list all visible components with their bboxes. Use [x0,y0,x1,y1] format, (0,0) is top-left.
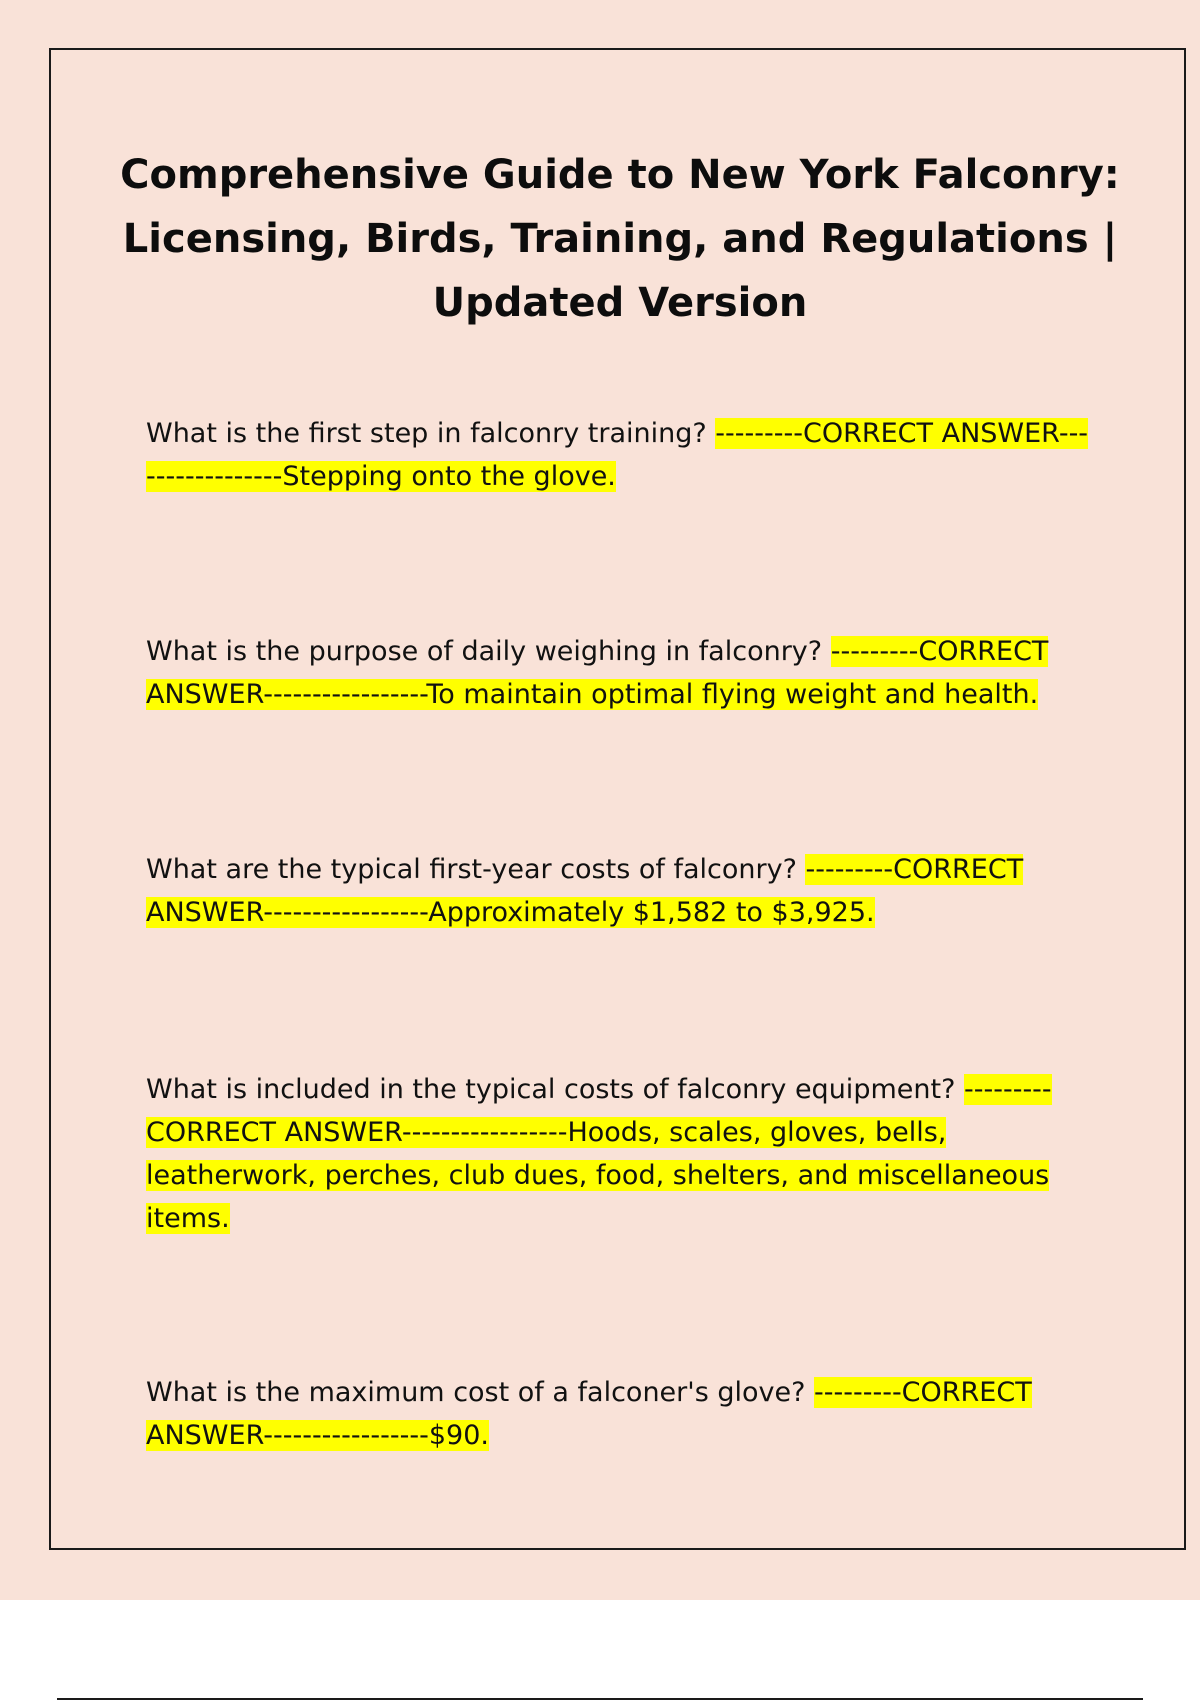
question-text: What is included in the typical costs of falconry equipment? [146,1074,964,1105]
highlighted-answer: ---------CORRECT ANSWER-----------------Hoods, scales, gloves, bells, leatherwork, perches, club dues, food, shelters, and miscellaneous items. [146,1074,1052,1234]
document-title [120,143,1120,335]
title-line-2: Licensing, Birds, Training, and Regulations | [122,216,1118,262]
qa-item [146,630,1096,716]
title-line-3: Updated Version [432,280,808,326]
highlighted-answer: ---------CORRECT ANSWER-----------------$90. [146,1377,1032,1451]
question-text: What is the maximum cost of a falconer's glove? [146,1377,814,1408]
qa-item [146,412,1096,498]
question-text: What is the purpose of daily weighing in falconry? [146,636,831,667]
qa-item [146,1371,1096,1457]
highlighted-answer: ---------CORRECT ANSWER-----------------Stepping onto the glove. [146,418,1089,492]
question-text: What are the typical first-year costs of falconry? [146,854,806,885]
title-line-1: Comprehensive Guide to New York Falconry: [120,152,1120,198]
highlighted-answer: ---------CORRECT ANSWER-----------------To maintain optimal flying weight and health. [146,636,1049,710]
qa-item [146,848,1096,934]
question-text: What is the first step in falconry training? [146,418,716,449]
highlighted-answer: ---------CORRECT ANSWER-----------------Approximately $1,582 to $3,925. [146,854,1024,928]
qa-item [146,1068,1096,1240]
